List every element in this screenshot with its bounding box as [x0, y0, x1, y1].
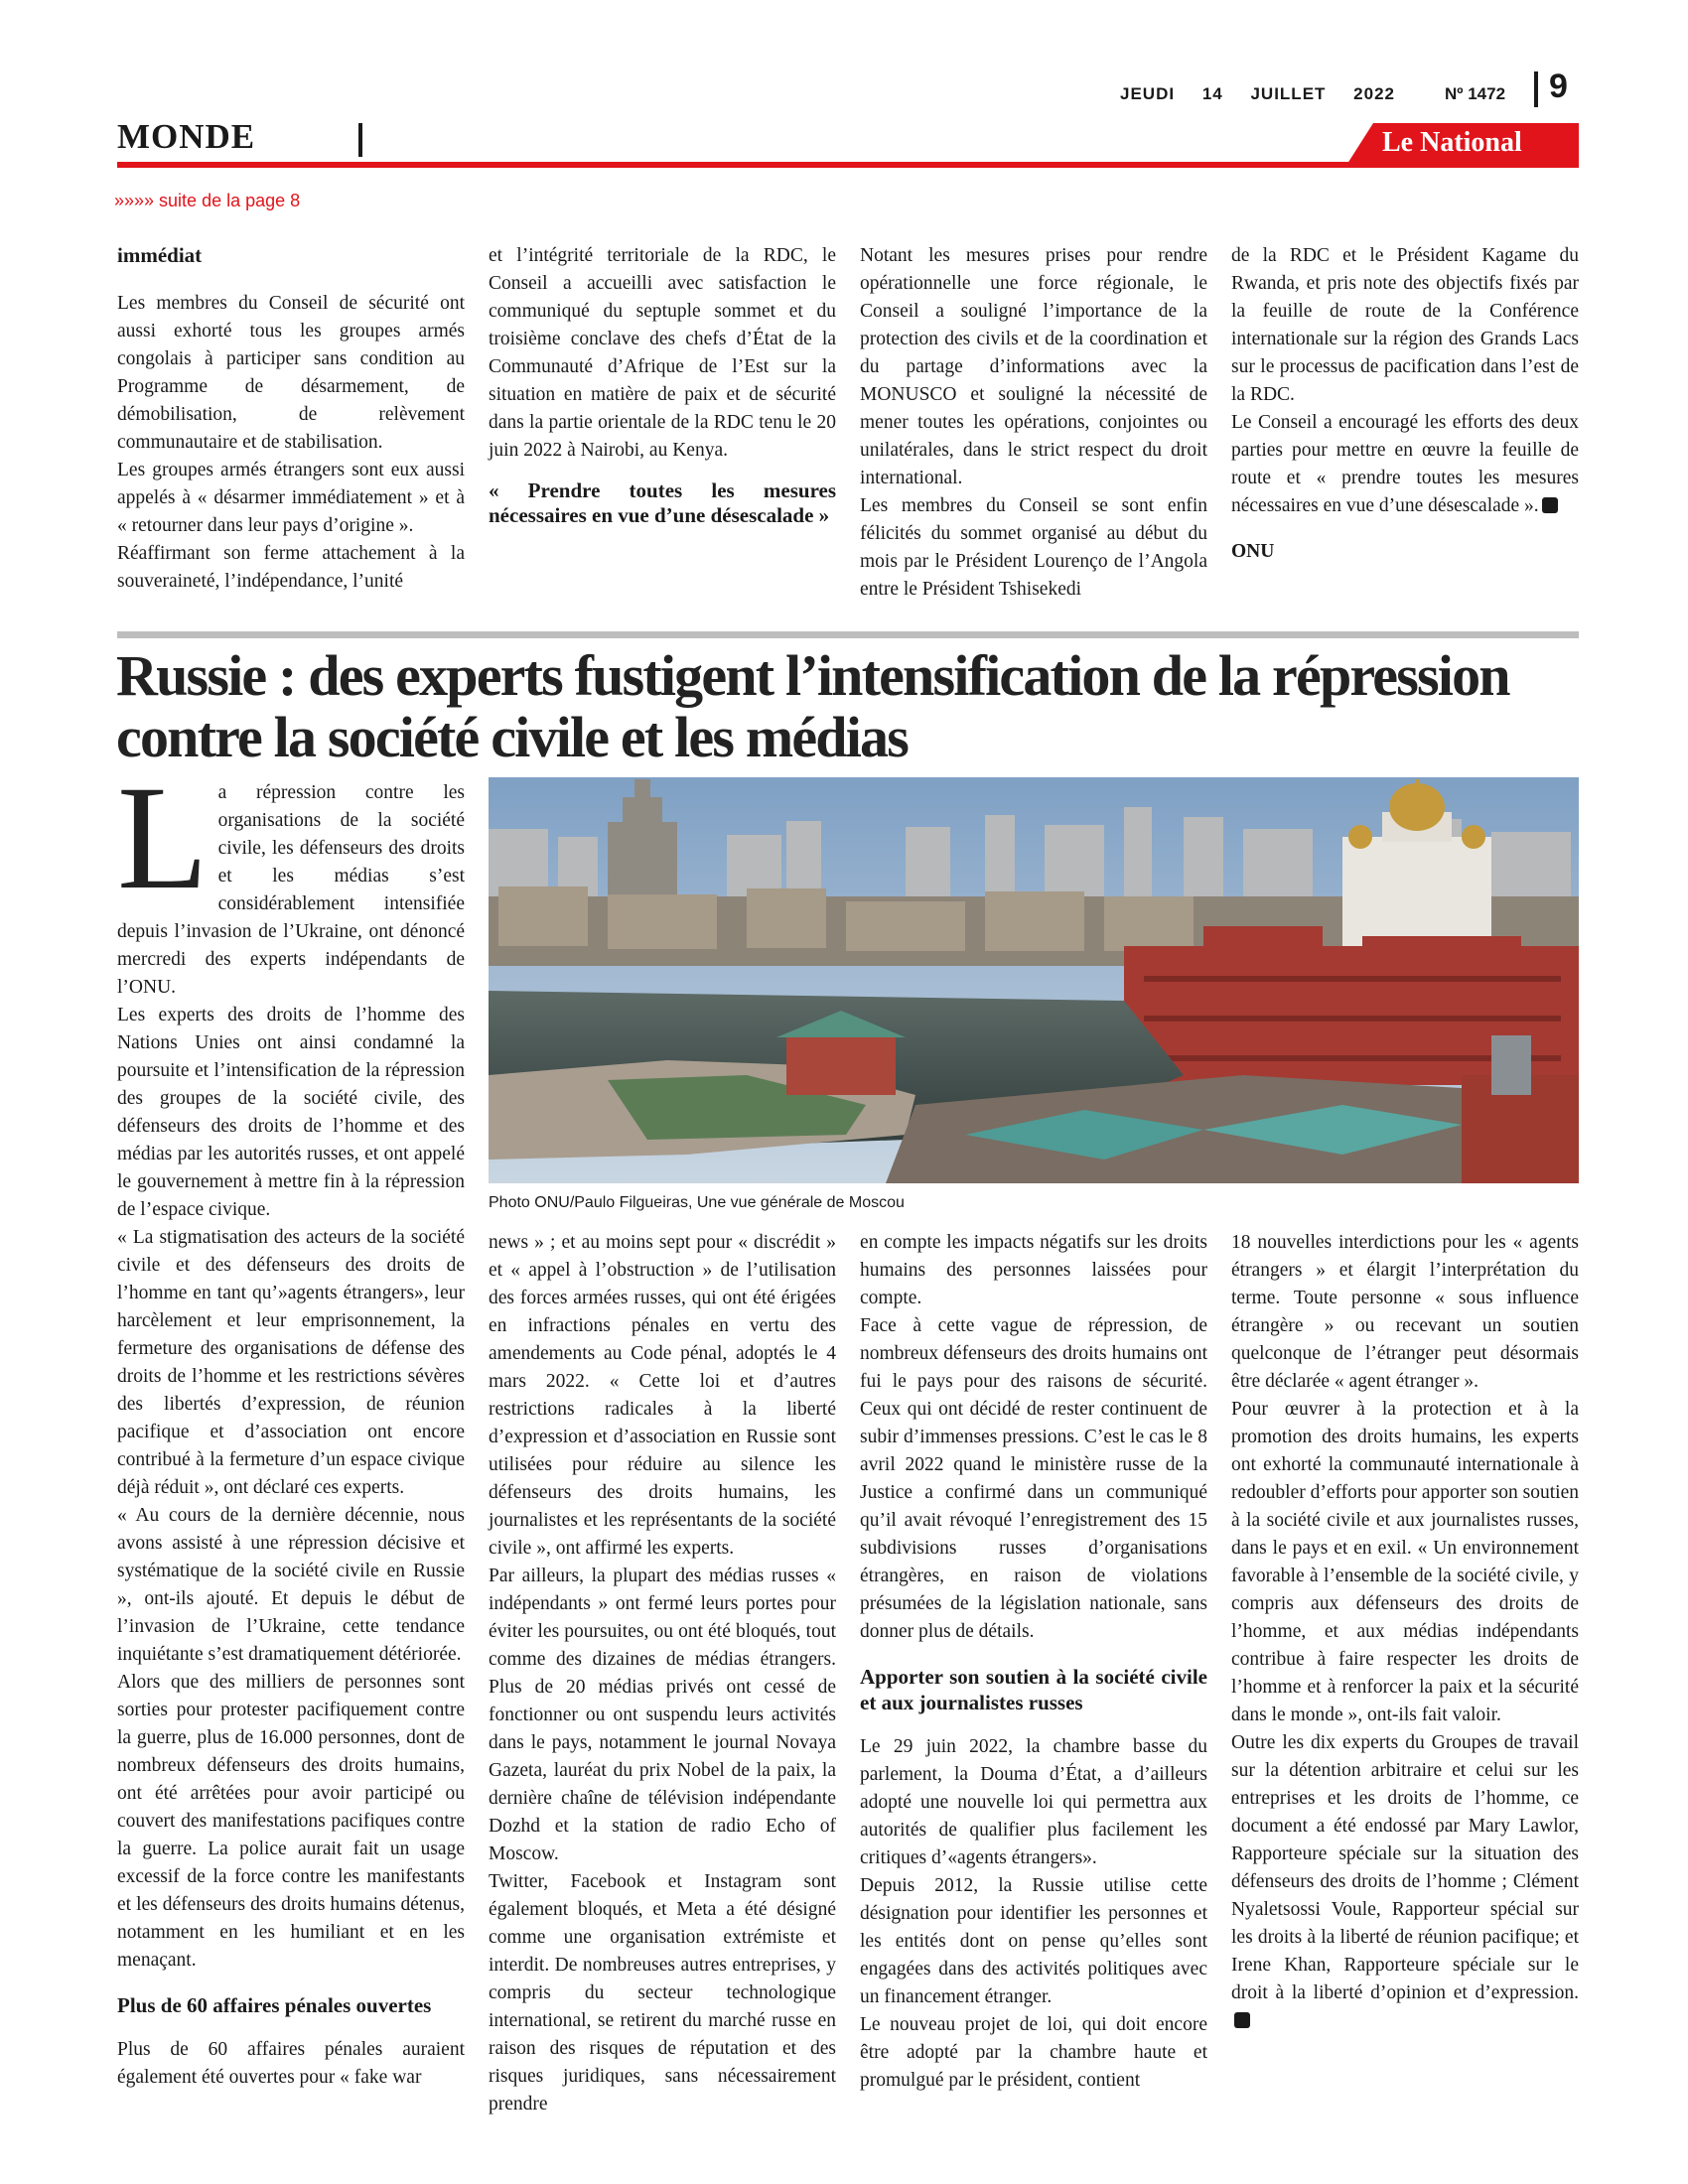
top-article-subhead: immédiat: [117, 243, 203, 267]
paragraph: Alors que des milliers de personnes sont sorties pour protester pacifiquement contre la guerre, plus de 16.000 personnes, dont de nombreux défenseurs des droits humains, ont été arrêtées pour avoir participé ou couvert des manifestations pacifiques contre la guerre. La police aurait fait un usage excessif de la force contre les manifestants et les défenseurs des droits humains détenus, notamment en les humiliant et en les menaçant.: [117, 1672, 465, 1971]
header-divider: [1534, 71, 1538, 107]
main-article-column-3: [860, 1229, 1207, 2095]
moscow-cityscape-photo: [489, 777, 1579, 1183]
paragraph: « Au cours de la dernière décennie, nous avons assisté à une répression décisive et systématique de la société civile en Russie », ont-ils ajouté. Et depuis le début de l’invasion de l’Ukraine, cette tendance inquiétante s’est dramatiquement détériorée.: [117, 1505, 465, 1665]
issue-date-number: 14: [1201, 84, 1223, 103]
drop-cap: L: [117, 755, 209, 920]
subheading: Apporter son soutien à la société civile et aux journalistes russes: [860, 1665, 1207, 1714]
end-of-article-icon: [1234, 2012, 1250, 2028]
brand-name: Le National: [1382, 127, 1522, 158]
paragraph: et l’intégrité territoriale de la RDC, le Conseil a accueilli avec satisfaction le communiqué du septuple sommet et du troisième conclave des chefs d’État de la Communauté d’Afrique de l’Est sur la situation en matière de paix et de sécurité dans la partie orientale de la RDC tenu le 20 juin 2022 à Nairobi, au Kenya.: [489, 245, 836, 461]
subheading: Plus de 60 affaires pénales ouvertes: [117, 1993, 432, 2017]
paragraph-with-endmark: [1231, 1729, 1579, 2035]
top-article-column-3: [860, 242, 1207, 604]
paragraph: Le 29 juin 2022, la chambre basse du parlement, la Douma d’État, a d’ailleurs adopté une nouvelle loi qui permettra aux autorités de qualifier plus facilement les critiques d’«agents étrangers».: [860, 1736, 1207, 1868]
top-article-column-4: [1231, 242, 1579, 566]
article-headline: Russie : des experts fustigent l’intensification de la répression contre la société civile et les médias: [116, 643, 1509, 769]
photo-caption: Photo ONU/Paulo Filgueiras, Une vue générale de Moscou: [489, 1194, 905, 1211]
paragraph: Pour œuvrer à la protection et à la promotion des droits humains, les experts ont exhorté la communauté internationale à redoubler d’efforts pour apporter son soutien à la société civile et aux journalistes russes, dans le pays et en exil. « Un environnement favorable à l’ensemble de la société civile, y compris aux défenseurs des droits de l’homme, et aux médias indépendants contribue à faire respecter les droits de l’homme et à renforcer la paix et la sécurité dans le monde », ont-ils fait valoir.: [1231, 1399, 1580, 1725]
top-article-column-1: [117, 242, 465, 596]
paragraph: Outre les dix experts du Groupes de travail sur la détention arbitraire et celui sur les entreprises et les droits de l’homme, ce document a été endossé par Mary Lawlor, Rapporteure spéciale sur la situation des défenseurs des droits de l’homme ; Clément Nyaletsossi Voule, Rapporteur spécial sur les droits à la liberté de réunion pacifique; et Irene Khan, Rapporteure spéciale sur le droit à la liberté d’opinion et d’expression.: [1231, 1732, 1579, 2003]
photo-illustration: [489, 777, 1579, 1183]
paragraph: Le nouveau projet de loi, qui doit encore être adopté par la chambre haute et promulgué par le président, contient: [860, 2014, 1207, 2091]
paragraph: Le Conseil a encouragé les efforts des deux parties pour mettre en œuvre la feuille de route et « prendre toutes les mesures nécessaires en vue d’une désescalade ».: [1231, 412, 1579, 516]
paragraph: de la RDC et le Président Kagame du Rwanda, et pris note des objectifs fixés par la feuille de route de la Conférence internationale sur la région des Grands Lacs sur le processus de pacification dans l’est de la RDC.: [1231, 245, 1579, 405]
paragraph-with-endmark: [1231, 409, 1579, 520]
issue-year: 2022: [1353, 84, 1395, 103]
issue-day: JEUDI: [1120, 84, 1176, 103]
lead-text: a répression contre les organisations de la société civile, les défenseurs des droits et les médias s’est considérablement intensifiée depuis l’invasion de l’Ukraine, ont dénoncé mercredi des experts indépendants de l’ONU.: [117, 782, 465, 998]
section-divider: [358, 123, 362, 157]
top-article-column-2: [489, 242, 836, 528]
header-rule: [117, 162, 1579, 168]
paragraph: 18 nouvelles interdictions pour les « agents étrangers » et élargit l’interprétation du terme. Toute personne « sous influence étrangère » ou recevant un soutien quelconque de l’étranger peut désormais être déclarée « agent étranger ».: [1231, 1232, 1579, 1392]
paragraph: Les membres du Conseil se sont enfin félicités du sommet organisé au début du mois par le Président Lourenço de l’Angola entre le Président Tshisekedi: [860, 495, 1207, 600]
paragraph: Depuis 2012, la Russie utilise cette désignation pour identifier les personnes et les entités dont on pense qu’elles sont engagées dans des activités politiques avec un financement étranger.: [860, 1875, 1207, 2007]
pull-quote-heading: « Prendre toutes les mesures nécessaires en vue d’une désescalade »: [489, 478, 836, 527]
continued-from: »»»» suite de la page 8: [114, 191, 301, 210]
main-article-column-2: [489, 1229, 836, 2118]
main-article-column-4: [1231, 1229, 1579, 2035]
paragraph: Twitter, Facebook et Instagram sont également bloqués, et Meta a été désigné comme une organisation extrémiste et interdit. De nombreuses autres entreprises, y compris du secteur technologique international, se retirent du marché russe en raison des risques de réputation et des risques juridiques, sans nécessairement prendre: [489, 1871, 836, 2115]
section-title: MONDE: [117, 117, 256, 156]
end-of-article-icon: [1542, 497, 1558, 513]
paragraph: Les experts des droits de l’homme des Nations Unies ont ainsi condamné la poursuite et l’intensification de la répression des groupes de la société civile, des défenseurs des droits de l’homme et des médias par les autorités russes, et ont appelé le gouvernement à mettre fin à la répression de l’espace civique.: [117, 1005, 465, 1220]
issue-number: Nº 1472: [1445, 84, 1506, 103]
issue-date: [1120, 84, 1417, 104]
main-article-column-1: [117, 755, 465, 2092]
paragraph: Plus de 60 affaires pénales auraient également été ouvertes pour « fake war: [117, 2039, 465, 2088]
paragraph: news » ; et au moins sept pour « discrédit » et « appel à l’obstruction » de l’utilisation des forces armées russes, qui ont été érigées en infractions pénales en vertu des amendements au Code pénal, adoptés le 4 mars 2022. « Cette loi et d’autres restrictions radicales à la liberté d’expression et d’association en Russie sont utilisées pour réduire au silence les défenseurs des droits humains, les journalistes et les représentants de la société civile », ont affirmé les experts.: [489, 1232, 836, 1559]
lead-paragraph: [117, 755, 465, 1002]
paragraph: Les membres du Conseil de sécurité ont aussi exhorté tous les groupes armés congolais à participer sans condition au Programme de désarmement, de démobilisation, de relèvement communautaire et de stabilisation.: [117, 293, 465, 453]
paragraph: Les groupes armés étrangers sont eux aussi appelés à « désarmer immédiatement » et à « retourner dans leur pays d’origine ».: [117, 460, 465, 536]
paragraph: Face à cette vague de répression, de nombreux défenseurs des droits humains ont fui le pays pour des raisons de sécurité. Ceux qui ont décidé de rester continuent de subir d’immenses pressions. C’est le cas le 8 avril 2022 quand le ministère russe de la Justice a confirmé dans un communiqué qu’il avait révoqué l’enregistrement des 15 subdivisions russes d’organisations étrangères, en raison de violations présumées de la législation nationale, sans donner plus de détails.: [860, 1315, 1207, 1642]
paragraph: Réaffirmant son ferme attachement à la souveraineté, l’indépendance, l’unité: [117, 543, 465, 592]
article-signature: ONU: [1231, 541, 1275, 562]
page-number: 9: [1549, 68, 1568, 105]
article-separator: [117, 631, 1579, 638]
issue-month: JUILLET: [1250, 84, 1327, 103]
paragraph: Par ailleurs, la plupart des médias russes « indépendants » ont fermé leurs portes pour éviter les poursuites, ou ont été bloqués, tout comme des dizaines de médias étrangers. Plus de 20 médias privés ont cessé de fonctionner ou ont suspendu leurs activités dans le pays, notamment le journal Novaya Gazeta, lauréat du prix Nobel de la paix, la dernière chaîne de télévision indépendante Dozhd et la station de radio Echo of Moscow.: [489, 1566, 836, 1864]
paragraph: Notant les mesures prises pour rendre opérationnelle une force régionale, le Conseil a souligné l’importance de la protection des civils et de la coordination et du partage d’informations avec la MONUSCO et souligné la nécessité de mener toutes les opérations, conjointes ou unilatérales, dans le strict respect du droit international.: [860, 245, 1207, 488]
paragraph: en compte les impacts négatifs sur les droits humains des personnes laissées pour compte.: [860, 1232, 1207, 1308]
paragraph: « La stigmatisation des acteurs de la société civile et des défenseurs des droits de l’homme en tant qu’»agents étrangers», leur harcèlement et leur emprisonnement, la fermeture des organisations de défense des droits de l’homme et les restrictions sévères des libertés d’expression, de réunion pacifique et d’association ont encore contribué à la fermeture d’un espace civique déjà réduit », ont déclaré ces experts.: [117, 1227, 465, 1498]
